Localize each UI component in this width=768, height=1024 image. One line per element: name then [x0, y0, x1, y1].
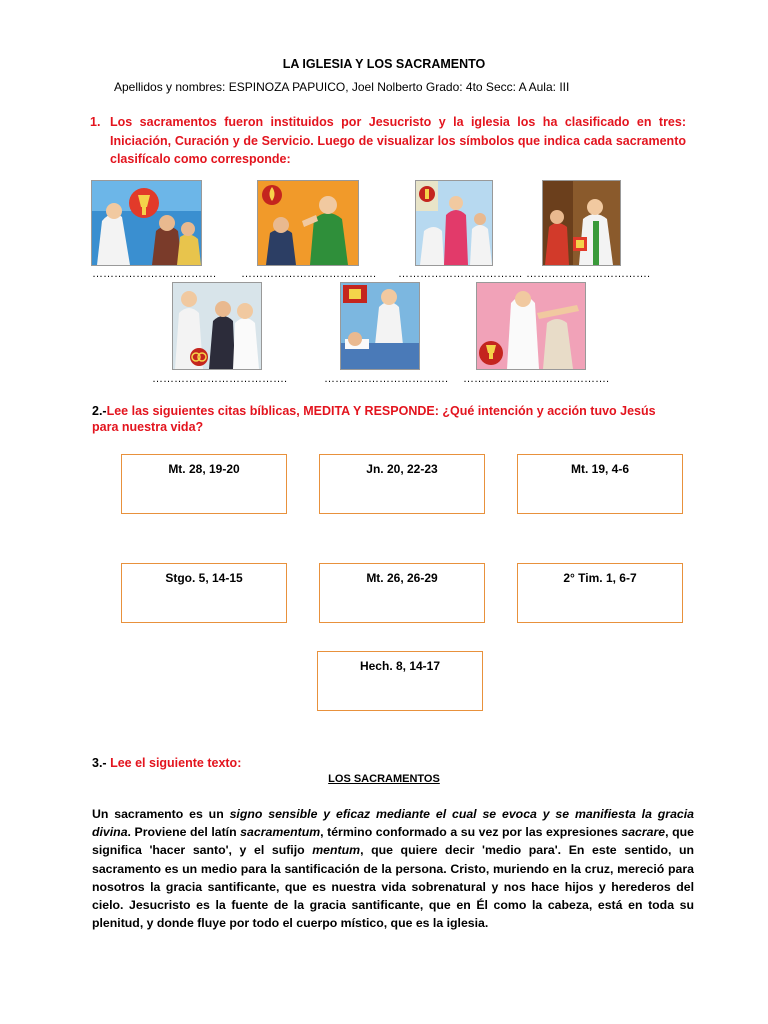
question-2: [92, 403, 672, 435]
anointing-illustration: [340, 282, 420, 370]
para-part-3: . Proviene del latín: [127, 825, 241, 840]
question-3-number: 3.-: [92, 756, 107, 770]
question-2-number: 2.-: [92, 404, 107, 418]
question-2-text: Lee las siguientes citas bíblicas, MEDITA Y RESPONDE: ¿Qué intención y acción tuvo Jesús para nuestra vida?: [92, 404, 656, 434]
para-part-2: signo sensible y eficaz mediante el cual se evoca y se manifiesta la gracia divina: [92, 807, 694, 840]
para-part-7: , que significa 'hacer santo', y el sufijo: [92, 825, 694, 858]
answer-blank-5[interactable]: ……………………………….: [152, 373, 288, 385]
citation-box-4[interactable]: Stgo. 5, 14-15: [121, 563, 287, 623]
question-1: [90, 113, 686, 169]
para-part-4: sacramentum: [240, 825, 321, 840]
question-1-number: 1.: [90, 115, 101, 129]
citation-box-5[interactable]: Mt. 26, 26-29: [319, 563, 485, 623]
communion-illustration: [91, 180, 202, 266]
question-3: [92, 756, 241, 770]
para-part-1: Un sacramento es un: [92, 807, 230, 821]
citation-box-2[interactable]: Jn. 20, 22-23: [319, 454, 485, 514]
holy-orders-illustration: [415, 180, 493, 266]
answer-blank-6[interactable]: …………………………….: [324, 373, 449, 385]
answer-blank-7[interactable]: ………………………………….: [463, 373, 610, 385]
para-part-9: , que quiere decir 'medio para'. En este sentido, un sacramento es un medio para la santificación de la persona. Cristo, muriendo en la cruz, mereció para nosotros la gracia santificante, que es nuestra vida sobrenatural y nos hace hijos y herederos del cielo. Jesucristo es la fuente de la gracia santificante, que en Él como la cabeza, está en toda su plenitud, y donde fluye por todo el cuerpo místico, que es la iglesia.: [92, 843, 694, 931]
citation-box-6[interactable]: 2° Tim. 1, 6-7: [517, 563, 683, 623]
answer-blank-4[interactable]: …………………………….: [526, 268, 651, 280]
student-info: Apellidos y nombres: ESPINOZA PAPUICO, Joel Nolberto Grado: 4to Secc: A Aula: III: [114, 80, 570, 94]
baptism-illustration: [476, 282, 586, 370]
para-part-8: mentum: [312, 843, 361, 858]
answer-blank-2[interactable]: ……………………………….: [241, 268, 377, 280]
reconciliation-illustration: [542, 180, 621, 266]
para-part-6: sacrare: [621, 825, 666, 840]
page-title: LA IGLESIA Y LOS SACRAMENTO: [282, 57, 486, 71]
marriage-illustration: [172, 282, 262, 370]
section-subtitle: LOS SACRAMENTOS: [328, 773, 440, 785]
question-3-text: Lee el siguiente texto:: [110, 756, 242, 770]
para-part-5: , término conformado a su vez por las expresiones: [320, 825, 622, 840]
answer-blank-1[interactable]: …………………………….: [92, 268, 217, 280]
citation-box-1[interactable]: Mt. 28, 19-20: [121, 454, 287, 514]
answer-blank-3[interactable]: …………………………….: [398, 268, 523, 280]
question-1-text: Los sacramentos fueron instituidos por Jesucristo y la iglesia los ha clasificado en tres: Iniciación, Curación y de Servicio. Luego de visualizar los símbolos que indica cada sacramento clasifícalo como corresponde:: [110, 115, 686, 166]
citation-box-3[interactable]: Mt. 19, 4-6: [517, 454, 683, 514]
confirmation-illustration: [257, 180, 359, 266]
sacraments-paragraph: [92, 805, 694, 932]
citation-box-7[interactable]: Hech. 8, 14-17: [317, 651, 483, 711]
